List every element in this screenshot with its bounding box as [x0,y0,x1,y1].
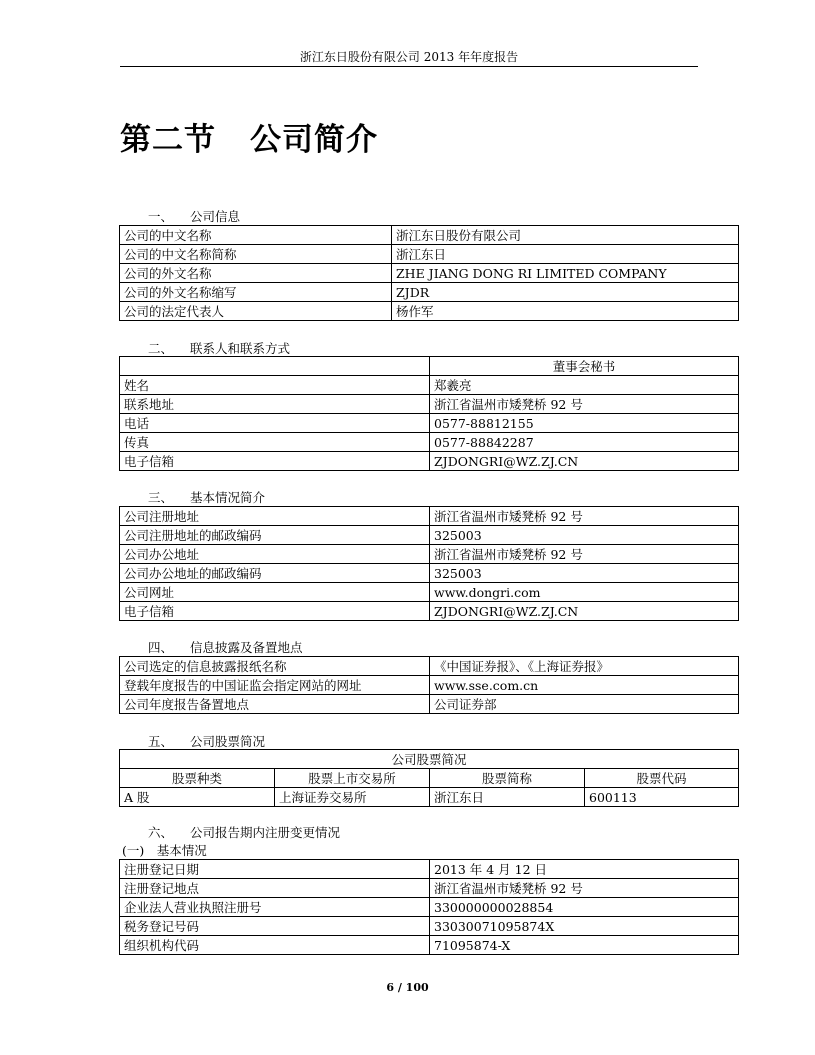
section-heading [148,732,265,750]
table-row [120,357,739,376]
table-row [120,769,739,788]
header-rule [120,66,698,67]
table-cell: 325003 [430,526,739,545]
table-row [120,657,739,676]
table-row [120,245,739,264]
table-cell: 姓名 [120,376,430,395]
section-number: 六、 [148,825,174,840]
table-cell: 股票种类 [120,769,275,788]
table-cell: 公司年度报告备置地点 [120,695,430,714]
table-cell: 33030071095874X [430,917,739,936]
section-title: 联系人和联系方式 [190,341,291,356]
section-heading [148,638,303,656]
table-cell: 浙江省温州市矮凳桥 92 号 [430,879,739,898]
table-row [120,676,739,695]
section-title: 基本情况简介 [190,490,266,505]
table-row [120,695,739,714]
table-row [120,917,739,936]
section-heading [148,207,240,225]
registration-table [119,859,739,955]
table-cell: 上海证券交易所 [275,788,430,807]
table-cell: 注册登记地点 [120,879,430,898]
table-cell: 联系地址 [120,395,430,414]
table-row [120,507,739,526]
table-cell: 税务登记号码 [120,917,430,936]
table-cell: 公司的外文名称缩写 [120,283,392,302]
section-title: 公司股票简况 [190,734,266,749]
table-cell: 浙江东日 [392,245,739,264]
table-cell: 浙江省温州市矮凳桥 92 号 [430,545,739,564]
title-part1: 第二节 [120,122,216,158]
table-cell: 股票代码 [585,769,739,788]
table-cell: 电子信箱 [120,602,430,621]
table-cell: 公司的中文名称 [120,226,392,245]
table-row [120,264,739,283]
section-heading [148,488,265,506]
section-number: 四、 [148,640,174,655]
table-cell: 71095874-X [430,936,739,955]
table-cell: 330000000028854 [430,898,739,917]
table-row [120,564,739,583]
table-cell: 股票简称 [430,769,585,788]
section-heading [148,339,290,357]
company-info-table [119,225,739,321]
table-cell: 杨作军 [392,302,739,321]
table-cell: 325003 [430,564,739,583]
section-number: 二、 [148,341,174,356]
section-number: 一、 [148,209,174,224]
table-row [120,860,739,879]
table-row [120,750,739,769]
table-row [120,602,739,621]
table-cell: ZJDONGRI@WZ.ZJ.CN [430,452,739,471]
table-cell: 公司注册地址 [120,507,430,526]
table-row [120,395,739,414]
section-number: 三、 [148,490,174,505]
table-cell: 0577-88812155 [430,414,739,433]
table-cell: 浙江东日 [430,788,585,807]
table-cell: 《中国证券报》、《上海证券报》 [430,657,739,676]
table-row [120,226,739,245]
table-cell: 浙江省温州市矮凳桥 92 号 [430,395,739,414]
table-cell: ZHE JIANG DONG RI LIMITED COMPANY [392,264,739,283]
table-cell: 传真 [120,433,430,452]
table-cell: 组织机构代码 [120,936,430,955]
stock-table [119,749,739,807]
table-cell: 登载年度报告的中国证监会指定网站的网址 [120,676,430,695]
disclosure-table [119,656,739,714]
page-title [120,114,378,159]
page-header: 浙江东日股份有限公司 2013 年年度报告 [299,50,519,64]
table-cell: 公司证券部 [430,695,739,714]
contact-table [119,356,739,471]
table-cell: 公司的法定代表人 [120,302,392,321]
table-row [120,788,739,807]
table-row [120,302,739,321]
table-cell: 公司的中文名称简称 [120,245,392,264]
table-cell: 郑羲亮 [430,376,739,395]
table-cell: 电子信箱 [120,452,430,471]
table-cell [120,357,430,376]
table-cell: www.sse.com.cn [430,676,739,695]
table-row [120,879,739,898]
page-number: 6 / 100 [386,981,429,994]
table-cell: 浙江东日股份有限公司 [392,226,739,245]
table-cell: 公司注册地址的邮政编码 [120,526,430,545]
table-cell: 股票上市交易所 [275,769,430,788]
table-cell: 公司网址 [120,583,430,602]
table-row [120,283,739,302]
table-row [120,433,739,452]
title-part2: 公司简介 [250,122,378,158]
table-cell: 2013 年 4 月 12 日 [430,860,739,879]
table-row [120,526,739,545]
table-cell: 公司选定的信息披露报纸名称 [120,657,430,676]
table-cell: 600113 [585,788,739,807]
table-row [120,936,739,955]
section-title: 公司信息 [190,209,241,224]
stock-caption: 公司股票简况 [120,750,739,769]
table-cell: 浙江省温州市矮凳桥 92 号 [430,507,739,526]
table-cell: 电话 [120,414,430,433]
table-row [120,583,739,602]
table-cell: 注册登记日期 [120,860,430,879]
table-row [120,376,739,395]
subsection-heading: (一) 基本情况 [122,843,207,858]
contact-header: 董事会秘书 [430,357,739,376]
section-heading [148,823,340,841]
table-row [120,452,739,471]
table-cell: A 股 [120,788,275,807]
table-cell: 公司办公地址 [120,545,430,564]
table-cell: 公司办公地址的邮政编码 [120,564,430,583]
section-title: 信息披露及备置地点 [190,640,303,655]
table-cell: 企业法人营业执照注册号 [120,898,430,917]
section-title: 公司报告期内注册变更情况 [190,825,341,840]
section-number: 五、 [148,734,174,749]
table-cell: 公司的外文名称 [120,264,392,283]
table-cell: ZJDONGRI@WZ.ZJ.CN [430,602,739,621]
basic-info-table [119,506,739,621]
table-row [120,414,739,433]
table-row [120,545,739,564]
table-cell: ZJDR [392,283,739,302]
table-cell: 0577-88842287 [430,433,739,452]
table-row [120,898,739,917]
table-cell: www.dongri.com [430,583,739,602]
